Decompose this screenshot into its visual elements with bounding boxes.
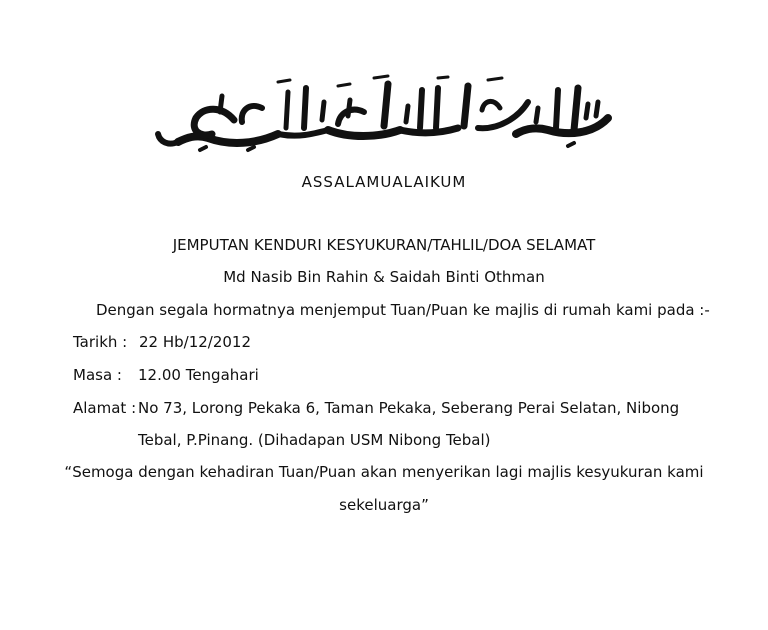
time-value: 12.00 Tengahari [138, 366, 259, 384]
address-label: Alamat : [73, 399, 137, 417]
bismillah-calligraphy [138, 72, 632, 160]
host-names: Md Nasib Bin Rahin & Saidah Binti Othman [223, 268, 545, 286]
invitation-intro: Dengan segala hormatnya menjemput Tuan/Puan ke majlis di rumah kami pada :- [96, 301, 710, 319]
date-value: 22 Hb/12/2012 [139, 333, 252, 351]
date-label: Tarikh : [73, 333, 128, 351]
date-row [73, 332, 251, 352]
closing-line-1: “Semoga dengan kehadiran Tuan/Puan akan menyerikan lagi majlis kesyukuran kami [64, 463, 704, 481]
time-row [73, 365, 259, 385]
closing-line-2: sekeluarga” [339, 496, 429, 514]
address-row [73, 398, 679, 418]
address-line-1: No 73, Lorong Pekaka 6, Taman Pekaka, Seberang Perai Selatan, Nibong [138, 399, 680, 417]
address-line-2: Tebal, P.Pinang. (Dihadapan USM Nibong Tebal) [138, 431, 491, 449]
invitation-title: JEMPUTAN KENDURI KESYUKURAN/TAHLIL/DOA SELAMAT [172, 236, 596, 254]
time-label: Masa : [73, 366, 122, 384]
greeting-text: ASSALAMUALAIKUM [301, 173, 467, 191]
